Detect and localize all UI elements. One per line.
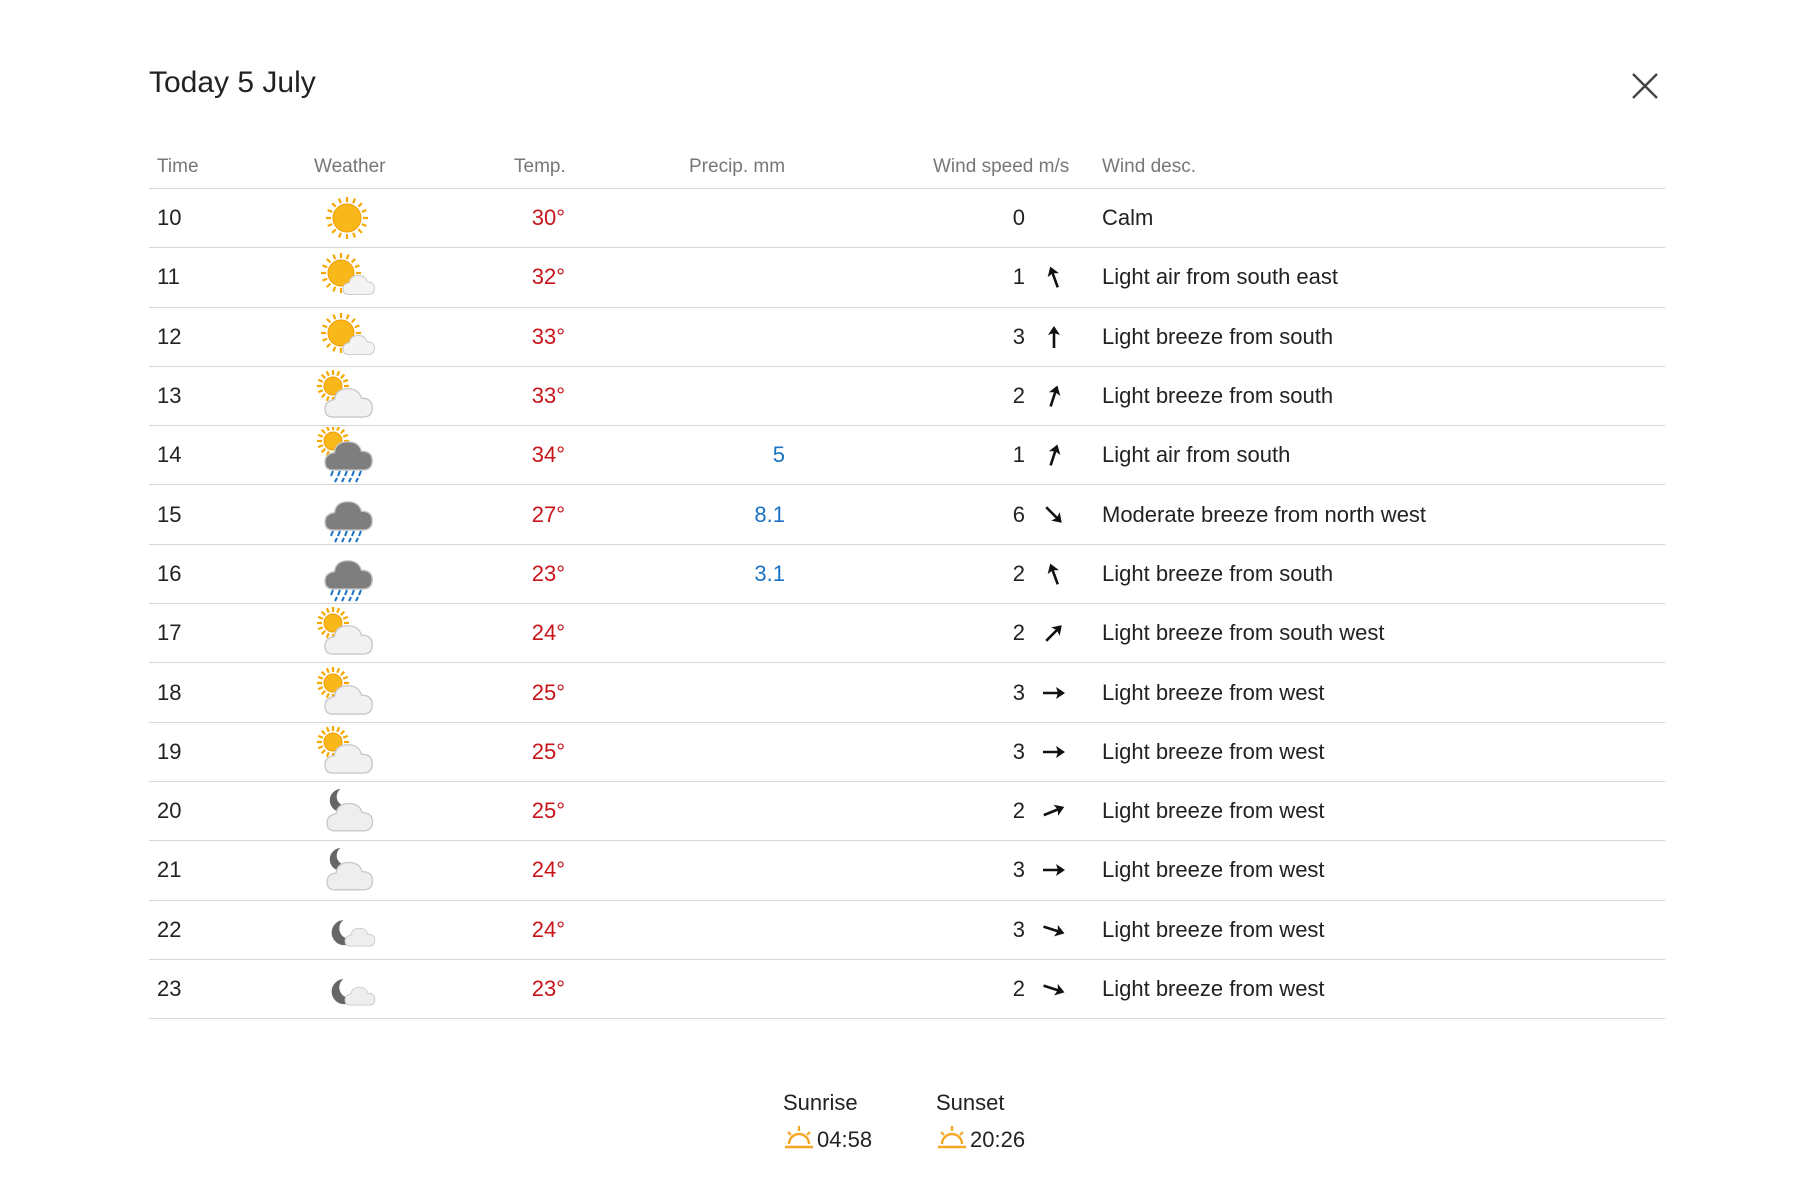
wind-desc-cell: Light air from south [1102, 442, 1291, 468]
partly-cloudy-icon [311, 724, 383, 780]
temp-cell: 24° [531, 620, 565, 646]
sunrise-label: Sunrise [783, 1090, 858, 1115]
time-cell: 10 [157, 205, 182, 231]
table-row [149, 485, 1665, 544]
table-row [149, 841, 1665, 900]
partly-cloudy-icon [311, 368, 383, 424]
forecast-dialog [149, 0, 1665, 1188]
header-wind-speed: Wind speed m/s [933, 156, 1070, 177]
table-row [149, 545, 1665, 604]
table-row [149, 723, 1665, 782]
wind-desc-cell: Light breeze from west [1102, 798, 1325, 824]
partly-cloudy-icon [311, 605, 383, 661]
sunrise-time: 04:58 [817, 1127, 873, 1152]
wind-desc-cell: Light breeze from south [1102, 560, 1334, 586]
wind-speed-cell: 6 [1012, 501, 1025, 527]
wind-arrow-icon [1039, 559, 1069, 589]
temp-cell: 27° [531, 501, 565, 527]
header-precip: Precip. mm [689, 156, 786, 177]
wind-speed-cell: 2 [1012, 560, 1025, 586]
sunrise-block [783, 1090, 872, 1156]
hourly-forecast-table [149, 146, 1665, 1019]
header-time: Time [157, 156, 199, 177]
table-row [149, 604, 1665, 663]
temp-cell: 32° [531, 264, 565, 290]
wind-desc-cell: Light breeze from west [1102, 857, 1325, 883]
sunset-time: 20:26 [970, 1127, 1026, 1152]
temp-cell: 30° [531, 205, 565, 231]
wind-speed-cell: 2 [1012, 798, 1025, 824]
rain-icon [311, 546, 383, 602]
time-cell: 20 [157, 798, 182, 824]
wind-desc-cell: Light breeze from west [1102, 679, 1325, 705]
wind-desc-cell: Light air from south east [1102, 264, 1339, 290]
sunset-icon [936, 1124, 968, 1156]
sunny-icon [311, 190, 383, 246]
wind-desc-cell: Light breeze from west [1102, 976, 1325, 1001]
wind-speed-cell: 1 [1012, 264, 1025, 290]
wind-desc-cell: Moderate breeze from north west [1102, 501, 1427, 527]
wind-desc-cell: Light breeze from west [1102, 738, 1325, 764]
night-partly-cloudy-icon [311, 961, 383, 1017]
temp-cell: 25° [531, 679, 565, 705]
time-cell: 22 [157, 916, 182, 942]
time-cell: 21 [157, 857, 182, 883]
table-row [149, 367, 1665, 426]
close-icon[interactable] [1625, 66, 1665, 106]
rain-icon [311, 487, 383, 543]
wind-desc-cell: Light breeze from south [1102, 323, 1334, 349]
time-cell: 17 [157, 620, 182, 646]
temp-cell: 23° [531, 976, 565, 1001]
dialog-title: Today 5 July [149, 66, 316, 99]
wind-speed-cell: 3 [1012, 323, 1025, 349]
table-row [149, 782, 1665, 841]
header-temp: Temp. [514, 156, 566, 177]
time-cell: 16 [157, 560, 182, 586]
wind-desc-cell: Light breeze from south west [1102, 620, 1385, 646]
table-row [149, 248, 1665, 307]
table-body [149, 189, 1665, 1019]
sun-behind-small-cloud-icon [311, 249, 383, 305]
night-cloudy-icon [311, 842, 383, 898]
wind-desc-cell: Light breeze from south [1102, 383, 1334, 409]
wind-arrow-icon [1039, 440, 1069, 470]
wind-speed-cell: 0 [1012, 205, 1025, 231]
header-weather: Weather [314, 156, 386, 177]
time-cell: 12 [157, 323, 182, 349]
temp-cell: 24° [531, 916, 565, 942]
time-cell: 19 [157, 738, 182, 764]
temp-cell: 25° [531, 798, 565, 824]
time-cell: 11 [157, 264, 180, 290]
time-cell: 15 [157, 501, 182, 527]
time-cell: 13 [157, 383, 182, 409]
sunset-label: Sunset [936, 1090, 1005, 1115]
table-row [149, 960, 1665, 1019]
wind-desc-cell: Light breeze from west [1102, 916, 1325, 942]
wind-arrow-icon [1039, 974, 1069, 1004]
wind-arrow-icon [1039, 737, 1069, 767]
wind-arrow-icon [1039, 381, 1069, 411]
precip-cell: 3.1 [754, 560, 785, 586]
wind-desc-cell: Calm [1102, 205, 1154, 231]
time-cell: 23 [157, 976, 182, 1001]
time-cell: 14 [157, 442, 182, 468]
wind-speed-cell: 1 [1012, 442, 1025, 468]
partly-cloudy-rain-icon [311, 427, 383, 483]
precip-cell: 8.1 [754, 501, 785, 527]
wind-arrow-icon [1039, 618, 1069, 648]
precip-cell: 5 [772, 442, 785, 468]
temp-cell: 24° [531, 857, 565, 883]
temp-cell: 33° [531, 323, 565, 349]
temp-cell: 25° [531, 738, 565, 764]
sun-behind-small-cloud-icon [311, 309, 383, 365]
wind-speed-cell: 3 [1012, 857, 1025, 883]
partly-cloudy-icon [311, 665, 383, 721]
night-partly-cloudy-icon [311, 902, 383, 958]
wind-speed-cell: 3 [1012, 916, 1025, 942]
wind-arrow-icon [1039, 322, 1069, 352]
table-row [149, 663, 1665, 722]
wind-speed-cell: 2 [1012, 383, 1025, 409]
night-cloudy-icon [311, 783, 383, 839]
wind-speed-cell: 3 [1012, 738, 1025, 764]
table-header [149, 146, 1665, 189]
time-cell: 18 [157, 679, 182, 705]
wind-arrow-icon [1039, 855, 1069, 885]
temp-cell: 23° [531, 560, 565, 586]
wind-arrow-icon [1039, 915, 1069, 945]
table-row [149, 426, 1665, 485]
wind-arrow-icon [1039, 262, 1069, 292]
wind-speed-cell: 2 [1012, 976, 1025, 1001]
temp-cell: 34° [531, 442, 565, 468]
table-row [149, 308, 1665, 367]
table-row [149, 189, 1665, 248]
header-wind-desc: Wind desc. [1102, 156, 1196, 177]
wind-arrow-icon [1039, 796, 1069, 826]
table-row [149, 901, 1665, 960]
wind-arrow-icon [1039, 500, 1069, 530]
wind-speed-cell: 2 [1012, 620, 1025, 646]
sunrise-icon [783, 1124, 815, 1156]
temp-cell: 33° [531, 383, 565, 409]
wind-speed-cell: 3 [1012, 679, 1025, 705]
sunset-block [936, 1090, 1025, 1156]
wind-arrow-icon [1039, 678, 1069, 708]
